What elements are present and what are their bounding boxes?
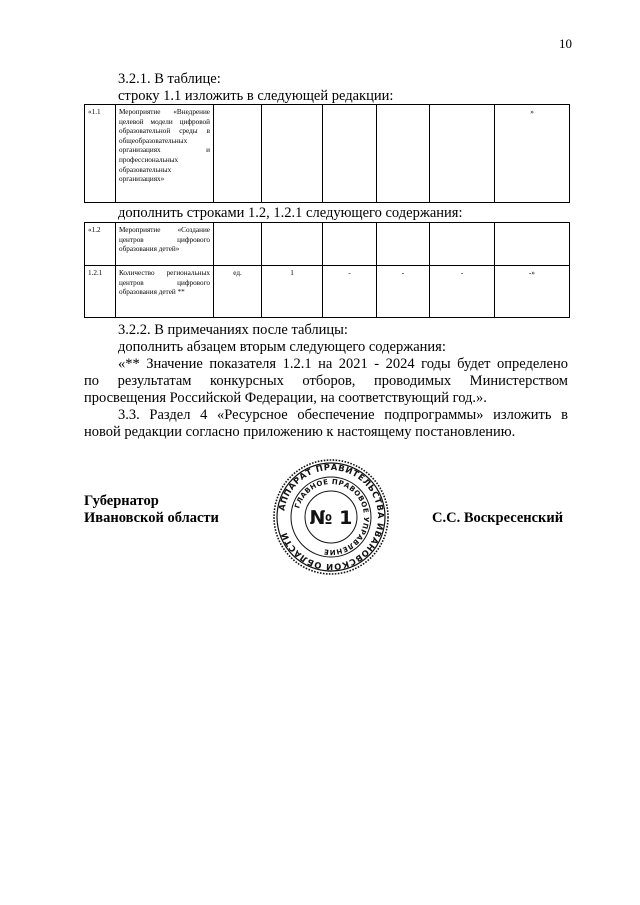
empty-cell xyxy=(323,105,377,203)
note-line-1: «** Значение показателя 1.2.1 на 2021 - 2024 годы будет определено xyxy=(118,356,568,372)
section-3-2-1: 3.2.1. В таблице: xyxy=(118,71,221,87)
empty-cell xyxy=(430,105,495,203)
row-1-1-instruction: строку 1.1 изложить в следующей редакции: xyxy=(118,88,394,104)
section-3-3-line-1: 3.3. Раздел 4 «Ресурсное обеспечение подпрограммы» изложить в xyxy=(118,407,568,423)
signature-title xyxy=(84,493,219,527)
empty-cell xyxy=(495,223,570,266)
add-rows-instruction: дополнить строками 1.2, 1.2.1 следующего содержания: xyxy=(118,205,463,221)
seal-number: № 1 xyxy=(309,507,353,529)
row-number: «1.2 xyxy=(85,223,116,266)
table-row xyxy=(85,105,570,203)
official-seal xyxy=(272,458,390,576)
table-row-1-1 xyxy=(84,104,570,203)
signature-name: С.С. Воскресенский xyxy=(432,510,564,526)
value-cell: 1 xyxy=(262,266,323,318)
page-number: 10 xyxy=(559,36,572,51)
table-row xyxy=(85,266,570,318)
value-cell: - xyxy=(377,266,430,318)
unit-cell: ед. xyxy=(214,266,262,318)
empty-cell xyxy=(214,223,262,266)
empty-cell xyxy=(262,223,323,266)
signature-title-line-1: Губернатор xyxy=(84,493,159,509)
section-3-3-line-2: новой редакции согласно приложению к настоящему постановлению. xyxy=(84,424,516,440)
add-paragraph-instruction: дополнить абзацем вторым следующего содержания: xyxy=(118,339,446,355)
row-name: Количество региональных центров цифрового образования детей ** xyxy=(116,266,214,318)
row-number: 1.2.1 xyxy=(85,266,116,318)
empty-cell xyxy=(377,105,430,203)
empty-cell xyxy=(430,223,495,266)
seal-inner-text: ГЛАВНОЕ ПРАВОВОЕ УПРАВЛЕНИЕ xyxy=(293,477,371,557)
table-rows-1-2 xyxy=(84,222,570,318)
section-3-2-2: 3.2.2. В примечаниях после таблицы: xyxy=(118,322,348,338)
row-number: «1.1 xyxy=(85,105,116,203)
row-name: Мероприятие «Внедрение целевой модели цифровой образовательной среды в общеобразовательных организациях и профессиональных образовательных организациях» xyxy=(116,105,214,203)
row-end-quote: » xyxy=(495,105,570,203)
note-line-3: просвещения Российской Федерации, на соответствующий год.». xyxy=(84,390,487,406)
value-cell: - xyxy=(323,266,377,318)
table-row xyxy=(85,223,570,266)
value-cell: - xyxy=(430,266,495,318)
row-name: Мероприятие «Создание центров цифрового образования детей» xyxy=(116,223,214,266)
empty-cell xyxy=(377,223,430,266)
signature-title-line-2: Ивановской области xyxy=(84,510,219,526)
value-cell: -» xyxy=(495,266,570,318)
note-line-2: по результатам конкурсных отборов, проводимых Министерством xyxy=(84,373,568,389)
empty-cell xyxy=(323,223,377,266)
empty-cell xyxy=(214,105,262,203)
empty-cell xyxy=(262,105,323,203)
seal-outer-text: АППАРАТ ПРАВИТЕЛЬСТВА ИВАНОВСКОЙ ОБЛАСТИ xyxy=(276,461,387,573)
